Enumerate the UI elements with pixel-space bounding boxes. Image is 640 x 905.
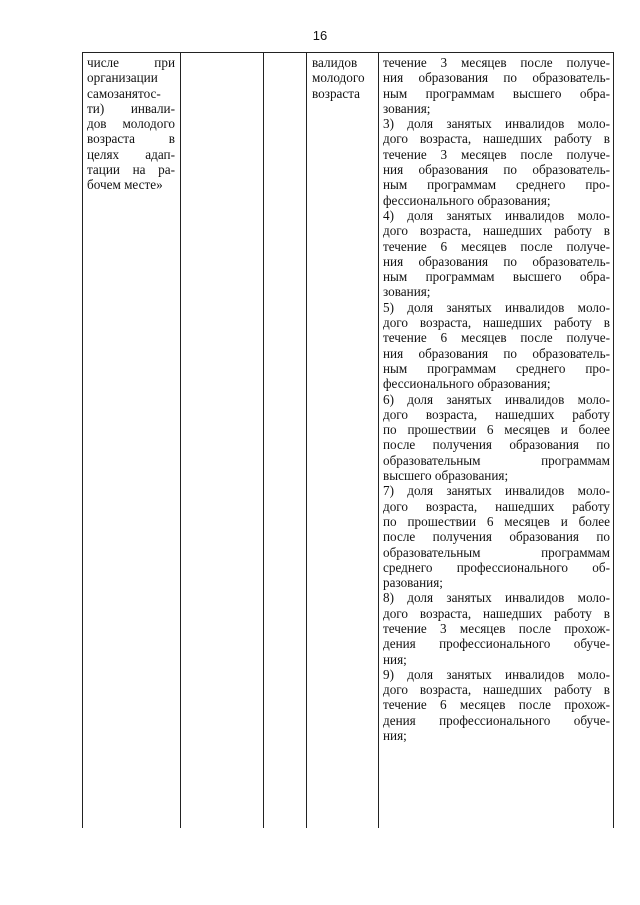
text-line: ния образования по образователь- — [383, 345, 610, 361]
target-group-cell — [312, 55, 376, 101]
text-line: по прошествии 6 месяцев и более — [383, 422, 610, 438]
text-line: ния образования по образователь- — [383, 162, 610, 178]
text-line: дого возраста, нашедших работу — [383, 498, 610, 514]
text-line: ным программам высшего обра- — [383, 85, 610, 101]
text-line: образовательным программам — [383, 544, 610, 560]
text-line: 4) доля занятых инвалидов моло- — [383, 207, 610, 223]
text-line: 8) доля занятых инвалидов моло- — [383, 590, 610, 606]
text-line: самозанятос- — [87, 85, 161, 101]
text-line: числе при — [87, 55, 175, 70]
text-line: ния; — [383, 651, 407, 667]
text-line: течение 6 месяцев после получе- — [383, 330, 610, 346]
text-line: 9) доля занятых инвалидов моло- — [383, 666, 610, 682]
indicators-cell — [383, 55, 610, 743]
text-line: высшего образования; — [383, 468, 509, 484]
text-line: ным программам среднего про- — [383, 360, 610, 376]
text-line: дого возраста, нашедших работу в — [383, 605, 610, 621]
text-line: зования; — [383, 100, 431, 116]
text-line: 3) доля занятых инвалидов моло- — [383, 116, 610, 132]
text-line: ным программам среднего про- — [383, 177, 610, 193]
text-line: зования; — [383, 284, 431, 300]
column-divider — [378, 53, 379, 828]
text-line: течение 3 месяцев после прохож- — [383, 620, 610, 636]
text-line: дого возраста, нашедших работу — [383, 406, 610, 422]
text-line: возраста в — [87, 131, 175, 147]
text-line: валидов — [312, 55, 358, 70]
text-line: тации на ра- — [87, 162, 175, 178]
text-line: 7) доля занятых инвалидов моло- — [383, 483, 610, 499]
text-line: организации — [87, 70, 158, 86]
text-line: 5) доля занятых инвалидов моло- — [383, 299, 610, 315]
text-line: дов молодого — [87, 116, 175, 132]
text-line: целях адап- — [87, 146, 175, 162]
text-line: 6) доля занятых инвалидов моло- — [383, 391, 610, 407]
page-number: 16 — [312, 28, 328, 43]
text-line: после получения образования по — [383, 437, 610, 453]
text-line: ным программам высшего обра- — [383, 269, 610, 285]
column-divider — [263, 53, 264, 828]
text-line: образовательным программам — [383, 452, 610, 468]
indicators-table — [82, 52, 614, 828]
text-line: дого возраста, нашедших работу в — [383, 223, 610, 239]
text-line: ния образования по образователь- — [383, 70, 610, 86]
text-line: молодого — [312, 70, 365, 86]
text-line: фессионального образования; — [383, 192, 551, 208]
text-line: ти) инвали- — [87, 100, 175, 116]
text-line: дения профессионального обуче- — [383, 712, 610, 728]
text-line: течение 3 месяцев после получе- — [383, 55, 610, 70]
text-line: после получения образования по — [383, 529, 610, 545]
text-line: разования; — [383, 575, 443, 591]
text-line: по прошествии 6 месяцев и более — [383, 513, 610, 529]
event-name-cell — [87, 55, 175, 193]
text-line: дого возраста, нашедших работу в — [383, 682, 610, 698]
text-line: бочем месте» — [87, 177, 163, 193]
text-line: ния образования по образователь- — [383, 253, 610, 269]
text-line: дения профессионального обуче- — [383, 636, 610, 652]
text-line: ния; — [383, 728, 407, 744]
text-line: дого возраста, нашедших работу в — [383, 315, 610, 331]
text-line: дого возраста, нашедших работу в — [383, 131, 610, 147]
text-line: течение 6 месяцев после получе- — [383, 238, 610, 254]
text-line: среднего профессионального об- — [383, 559, 610, 575]
text-line: фессионального образования; — [383, 376, 551, 392]
column-divider — [180, 53, 181, 828]
text-line: течение 6 месяцев после прохож- — [383, 697, 610, 713]
column-divider — [306, 53, 307, 828]
text-line: течение 3 месяцев после получе- — [383, 146, 610, 162]
text-line: возраста — [312, 85, 361, 101]
